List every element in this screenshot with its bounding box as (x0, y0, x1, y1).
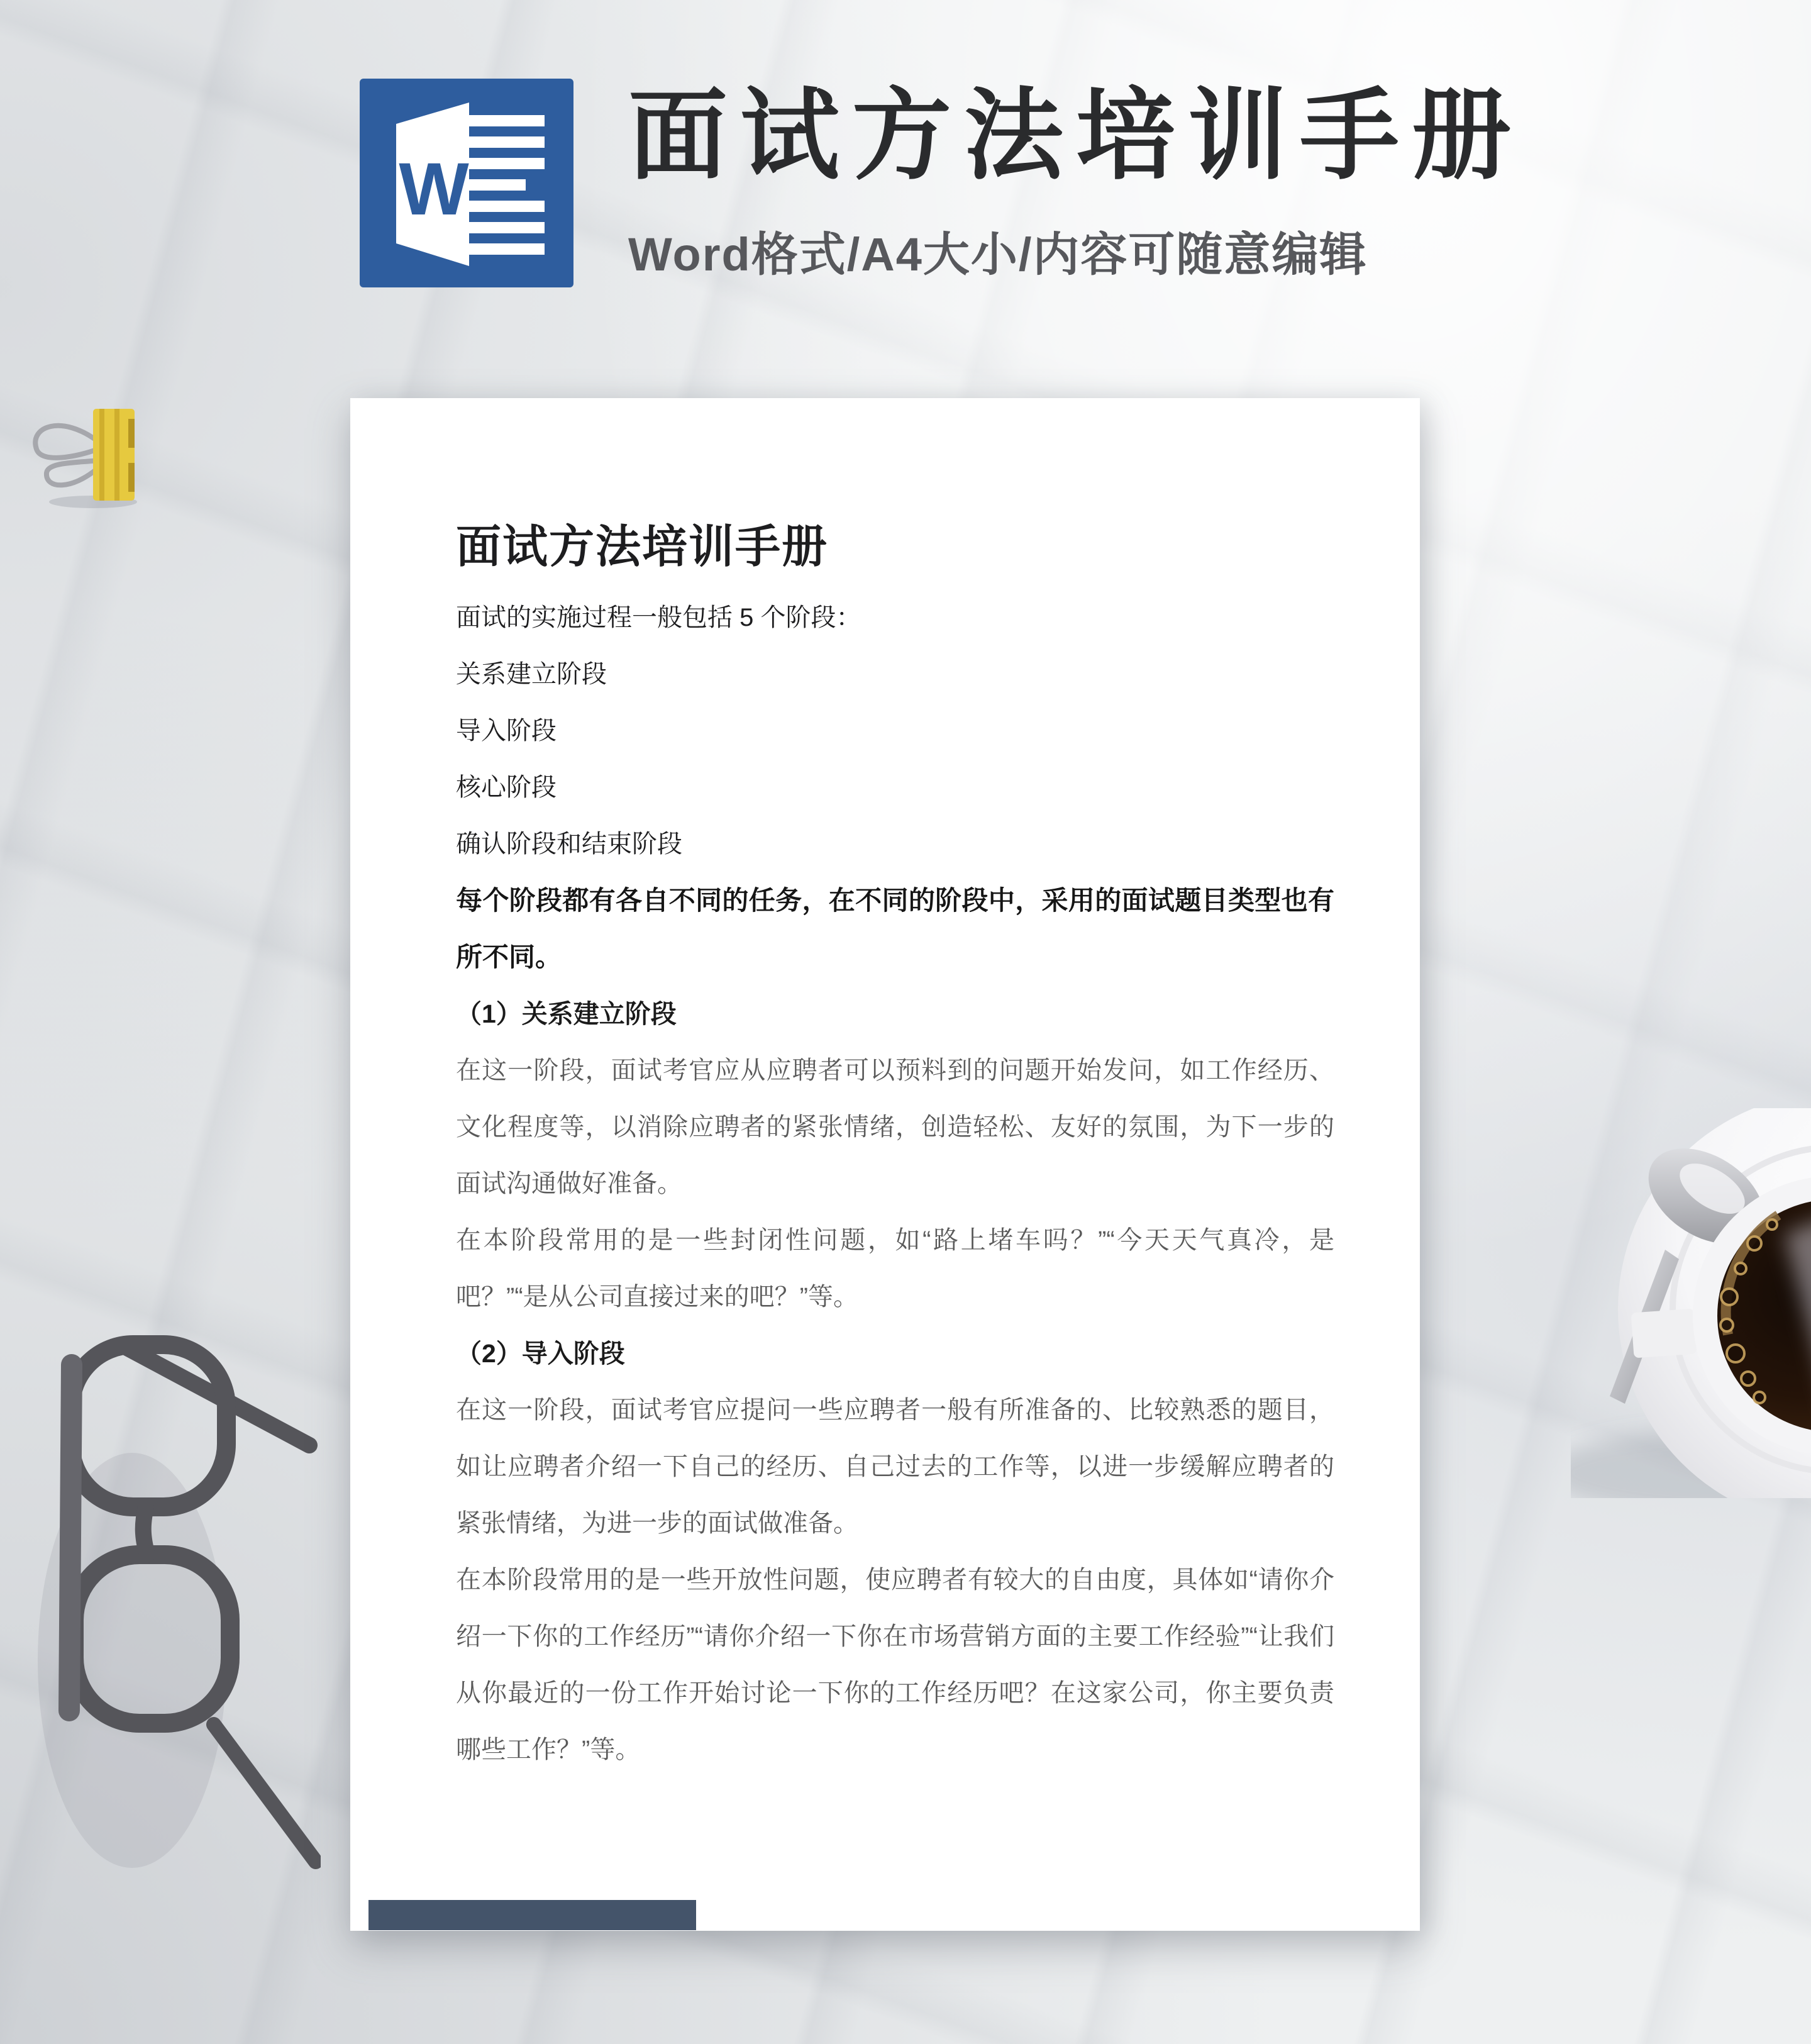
stage-list-item: 关系建立阶段 (456, 660, 607, 688)
a4-document-page (350, 398, 1420, 1931)
document-intro: 面试的实施过程一般包括 5 个阶段： (456, 604, 861, 631)
document-emphasis: 每个阶段都有各自不同的任务，在不同的阶段中，采用的面试题目类型也有所不同。 (456, 886, 1334, 972)
document-title: 面试方法培训手册 (456, 522, 829, 572)
stage-list-item: 核心阶段 (456, 774, 557, 801)
section-paragraph: 在本阶段常用的是一些封闭性问题，如“路上堵车吗？”“今天天气真冷，是吧？”“是从公司直接过来的吧？”等。 (456, 1226, 1334, 1311)
document-content (456, 492, 1334, 1778)
section-heading-2: （2）导入阶段 (456, 1339, 625, 1368)
eyeglasses-image (25, 1308, 321, 1874)
stage-list-item: 导入阶段 (456, 717, 557, 745)
page-footer-accent-bar (368, 1900, 696, 1930)
word-logo-letter: W (399, 148, 469, 231)
coffee-cup-image (1571, 1108, 1811, 1498)
word-logo-icon (360, 79, 573, 287)
section-paragraph: 在本阶段常用的是一些开放性问题，使应聘者有较大的自由度，具体如“请你介绍一下你的工作经历”“请你介绍一下你在市场营销方面的主要工作经验”“让我们从你最近的一份工作开始讨论一下你的工作经历吧？在这家公司，你主要负责哪些工作？”等。 (456, 1566, 1334, 1764)
section-heading-1: （1）关系建立阶段 (456, 999, 677, 1028)
section-paragraph: 在这一阶段，面试考官应提问一些应聘者一般有所准备的、比较熟悉的题目，如让应聘者介绍一下自己的经历、自己过去的工作等，以进一步缓解应聘者的紧张情绪，为进一步的面试做准备。 (456, 1396, 1334, 1537)
section-paragraph: 在这一阶段，面试考官应从应聘者可以预料到的问题开始发问，如工作经历、文化程度等，以消除应聘者的紧张情绪，创造轻松、友好的氛围，为下一步的面试沟通做好准备。 (456, 1057, 1334, 1197)
header-text-block (628, 81, 1634, 284)
stage-list-item: 确认阶段和结束阶段 (456, 830, 682, 858)
template-title: 面试方法培训手册 (628, 81, 1524, 191)
binder-clip-image (18, 403, 143, 509)
template-subtitle: Word格式/A4大小/内容可随意编辑 (628, 228, 1368, 280)
